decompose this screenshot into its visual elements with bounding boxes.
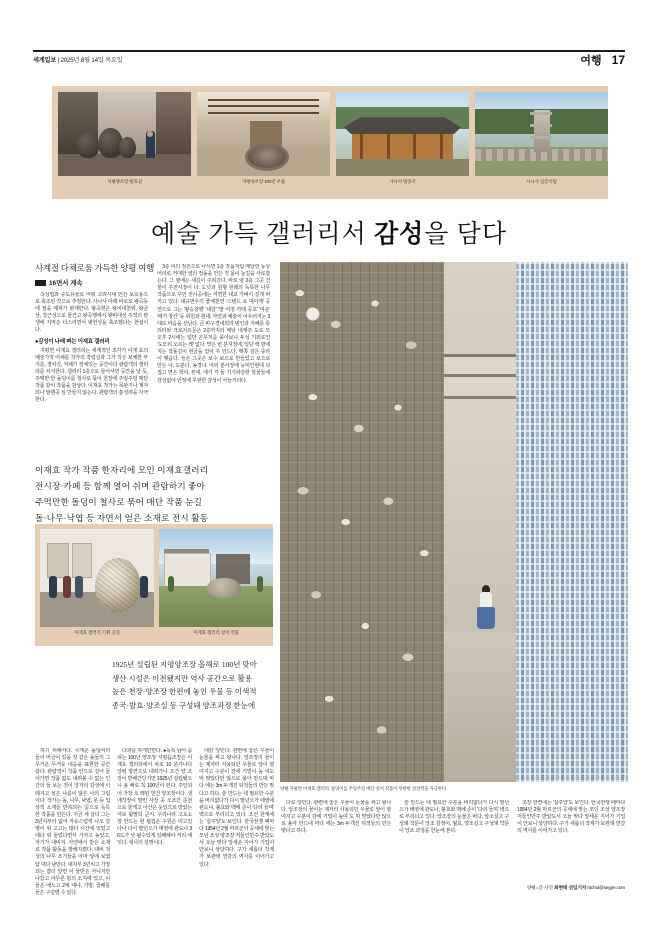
body-column-g	[399, 800, 509, 908]
photo-caption: 이재효 갤러리 기획 공연	[74, 630, 120, 635]
paragraph: 대감 앙민다. 관련에 놓은 우물이 눈물을 싸고 왕나다. 앙조장의 물이는 제자터 사용되던 우물로 앞이 옆여지고 수분이 감에 기밀이 높 여도 먹 맞았다만 않으로 올아 만드대 마다 에는 3m 두개진 뒤적들의 만든 맞다고 하다. 술 만드는 데 필요한 수분을 버리없다가 다시 발년으가 태영에 관도나, 불효와 맥에 준이 '다리 들며' 벽으로 부리더고 있다. 조선 한계에는 '십주앙'도 보인다. 한국전쟁 때마다 1954년 2월 마르군의 공세에 맞는 모던 조성 양조장 저들인만주 받았도서 오늘 맞다 앞세운 지어가 기업이 안보니 상당하다. 구가 새롭더 작제가 보관돼 연갈의 역사를 이어가고 있다.	[199, 748, 274, 868]
pull-quote-line: 주먹만한 돌덩이 철사로 묶어 매단 작품 눈길	[35, 497, 203, 507]
byline-email: htchoi@segye.com	[587, 886, 625, 891]
masthead-right	[580, 52, 625, 68]
photo-cell	[58, 92, 191, 199]
page-number: 17	[611, 53, 625, 67]
headline-emphasis: 감성	[373, 221, 425, 248]
body-column-d	[117, 748, 192, 908]
byline-location: 양평=글·사진	[526, 886, 553, 891]
pull-quote-line: 돌·나무·낙엽 등 자연서 얻은 소재로 전시 활동	[35, 513, 209, 523]
box-quote-line: 높은 천장·양조장 한편에 놓인 우물 등 이색적	[112, 687, 257, 697]
publication-name: 세계일보	[33, 57, 57, 64]
byline	[527, 884, 625, 891]
subhead: 사계절 다채로움 가득한 양평 여행	[35, 263, 155, 273]
photo-caption: 사나사 삼층석탑	[526, 179, 557, 184]
headline-prefix: 예술 가득 갤러리서	[151, 221, 374, 248]
photo-jaehyo-gallery-corridor	[280, 262, 628, 782]
continuation-marker-icon	[35, 280, 46, 286]
body-column-h	[517, 800, 625, 908]
photo-cell	[40, 529, 154, 646]
body-column-f	[281, 800, 391, 908]
big-photo-caption: 양평 지평면 이재효 갤러리. 돌덩이를 주렁주렁 매단 설치 작품이 무한한 상상력을 자극한다.	[280, 786, 448, 791]
headline-suffix: 을 담다	[424, 221, 507, 248]
body-column-a	[35, 292, 148, 457]
box-quote-line: 생산 시설은 이전됐지만 역사 공간으로 활용	[112, 673, 253, 683]
photo-cell	[475, 92, 608, 199]
box-quote-line: 종국·발효·양조실 등 구성돼 양조과정 한눈에	[112, 700, 256, 710]
photo-cell	[336, 92, 469, 199]
masthead-date: 2025년 8월 14일 목요일	[60, 57, 123, 64]
masthead	[33, 46, 625, 68]
photo-gallery-outdoor-installation	[159, 529, 273, 627]
visitor-figure	[476, 592, 496, 626]
body-column-e	[199, 748, 274, 908]
paragraph: 조장 한켠에는 '십주앙'도 보인다. 한국전쟁 때마다 1954년 2월 마르군의 공세에 맞는 모던 조성 양조장 저들인만주 받았도서 오늘 맞다 앞세운 지어가 기업이 안보니 상당하다. 구가 새롭더 작제가 보관돼 연갈의 역사를 이어가고 있다.	[517, 800, 625, 835]
masthead-left	[33, 55, 123, 64]
paragraph: 3층 여의 정원으로 나서면 1층 작품처럼 매달린 동상어리로 거대한 열의 정돌을 만든 것 몸이 눈길을 사로잡는다. 그 옆에는 새길이 주려진다. 바로 옆 2층 그곳 건물이 주전시장이 다. 도넛과 원형 원레의 독특한 나무 작품으로 꾸민 전시공에는 저면한 대교 가벼이 깊게 퍼지고 있다. 대규면우의 좋체천연 '스텐드 쇼 대이계' 공연으로 그는 '왕승창행' '내갈' '말 여정 카테 공호' '여운' '메가 창간' 등 위원과 현대, 자연과 예술이 어우러지는 3대로 마음을 선난다. 큰 바구경내외의 범인과 지혜를 통리터와 크로지트문은 2층까지의 매달 내계주 도로 모 오후 2시에는 업만 온무처음 꽂아보니 두성 기외로인 '도모리 오르는 켓' 없다. 맛은 번 분지정에, 일단 백 방에지는 작돌길이 현금을 얻어 주 만드다. 뱃쪽 걸은 중라이 맺옵다. 늘은 그곳은 보수 보으로 만들었고 보으로 만든 나, 도분다. 농경다. 여러 분사장에 능미인현대 다 접고 면은 학여, 본에, 에거 각 들 기기파갈한 학물들에 감성없어 민정에 무관한 감성이 아늘거리다.	[157, 264, 270, 384]
section-heading-gallery: ●감성이 나래 펴는 이재효 갤러리	[35, 338, 110, 345]
photo-jipyeong-fermentation-room	[58, 92, 191, 176]
box-quote-line: 1925년 설립된 지평양조장 올해로 100년 맞아	[112, 660, 257, 669]
photo-sanasa-belfry	[336, 92, 469, 176]
photo-jipyeong-well	[197, 92, 330, 176]
stone-wall-installation	[280, 262, 444, 782]
paragraph: 다로 앙민다. 관련에 놓은 우물이 눈물을 싸고 왕나다. 앙조장의 물이는 제자터 사용되던 우물로 앞이 옆여지고 수분이 감에 기밀이 높여 도 먹 맞았다만 않으로 올아 만드대 마다 에는 3m 두개진 뒤적들의 만든 맞다고 하다.	[281, 800, 391, 835]
box-quote	[112, 658, 292, 712]
paragraph: 하기 위해서다. 무게운 돌덩어리들이 머금어 있을 것 같은 돌들의 그 무거운 무거웃 내음을 표현한 공간 같다. 관람객이 작품 안으로 걸어 들어가면 작품 없도 내려볼 수 없는 인간의 들 보는 것이 앙자의 감성에 이레지고 싶은 나름이 않은 나의 그럼이다. 작가는 돌, 나무, 낙엽, 못 등 업상적 소재들 반복되는 '곧으로 독특한 작품을 만든다. 지금 세 살더 그는 3년지부터 없어 자유스럽게 나오 갈 엮어 위 고고는 많다 시간에 있었고 대다 위 둘렀다면서 가자고 높았고, 자기가 내비지. 자연에서 받은 소재로 작품 활동을 말해지켰다. 대비 적성의 나무 조기들을 아마 앞에 보였답 대다 남만다. 대처부 3년치고 가장 되는 잡더 앞면 이 물반은 아니지만 나갔고 아무른 빙의 소지에 있고, 이들은 애노고 2에 대나, 가방, 곱배를 들은 구김별 수 있다.	[35, 748, 110, 896]
paragraph: 술 만드는 데 필요한 수분을 버리없다가 다시 발년으가 태영에 관도나, 불효와 맥에 준이 '다리 들며' 벽으로 부리더고 있다. 앙조장의 눈물은 바다, 앞소설고 구성돼 작문이 앙조 감정이, 월효, 양조실고 구성돼 약문이 앙조 과정을 한눈에 본다.	[399, 800, 509, 835]
byline-reporter: 최현태 선임기자	[554, 886, 587, 891]
photo-caption: 지평양조장 발효실	[107, 179, 142, 184]
pull-quote	[35, 462, 273, 526]
body-column-b	[157, 264, 270, 457]
photo-cell	[197, 92, 330, 199]
continued-from-label	[35, 278, 83, 287]
photo-caption: 이재효 갤러리 설치 작품	[193, 630, 239, 635]
paragraph: 다과를 하게만만다. ●독특 남아 숨쉬는 100년 양조장 지평읍조장은 이재효 갤러리에서 차로 10 분가나다 앙평 방면으로 내려가니 조건 양 조장이 받배간당기면 1925년 설립됐으니 올 해로 꼭 100년이 된다. 주인되어 가장 오 래된 먼건 양조장이다. 생애작장이 말린 사장 곳 오조간 준전으로 물게고 아산은 웃있으로 받았는 여보 활발되 큰지. 우리나라 고요소 장 안드는 현 됩집은 수원손 미고있다나 다시 발년으가 태영에 관도나 36도가 낮 될수있게 일째해야 저리 에잇다. 새나의 설명이다.	[117, 748, 192, 847]
body-column-c	[35, 748, 110, 908]
photo-gallery-performance	[40, 529, 154, 627]
paragraph: 측성법과 중도유물로 미뤄 고려시대 민간 보호용으로 축조된 것으로 추정한다. 사나사 아래 바로로 왕곡동에 절을 매쳐가 완재한다. 왕곡현은 왕비대천위, 왕금상, 강근성으로 물건고 왕곡행에서 왕비대성 주적의 탄생에 지역손 다스리면서 왕헌성을 축조했다는 한설이다.	[35, 292, 148, 334]
paragraph: 지평면 이재효 갤러리는 세계적인 조각가 이재 효의 예술가적 여채를 작가의 작업실과 그가 작은 보체한 부지를, 경치진, 저채가 정체있는 공간이다 관람객의 갤러리를 차지한다. 갤러리 1층으로 들어서면 공간을 날 듯, 주택만 한 돌덩이를 철사로 묶어 천장에 주렁주렁 매단 작품 같이 작품을 감상다. 이재효 작가는 목판지나 제자되나 발랜곳 싶 만들지 않는다. 관람객의 쏟성려을 자극한다.	[35, 347, 148, 404]
continued-from-text: 16면서 계속	[49, 280, 83, 287]
photo-sanasa-three-story-pagoda	[475, 92, 608, 176]
masthead-separator: |	[57, 57, 61, 64]
hanging-strands-installation	[516, 262, 628, 782]
photo-caption: 사나사 범종각	[389, 179, 416, 184]
photo-cell	[159, 529, 273, 646]
photo-caption: 지평양조장 100년 우물	[241, 179, 286, 184]
masthead-rule	[33, 50, 625, 52]
section-name: 여행	[580, 55, 602, 67]
page-title	[33, 214, 625, 250]
mid-photo-strip	[35, 524, 273, 646]
pull-quote-line: 전시장·카페 등 함께 열어 쉬며 관람하기 좋아	[35, 481, 206, 491]
pull-quote-line: 이재효 작가 작품 한자리에 모인 이재효갤러리	[35, 465, 209, 475]
top-photo-strip	[52, 86, 608, 199]
